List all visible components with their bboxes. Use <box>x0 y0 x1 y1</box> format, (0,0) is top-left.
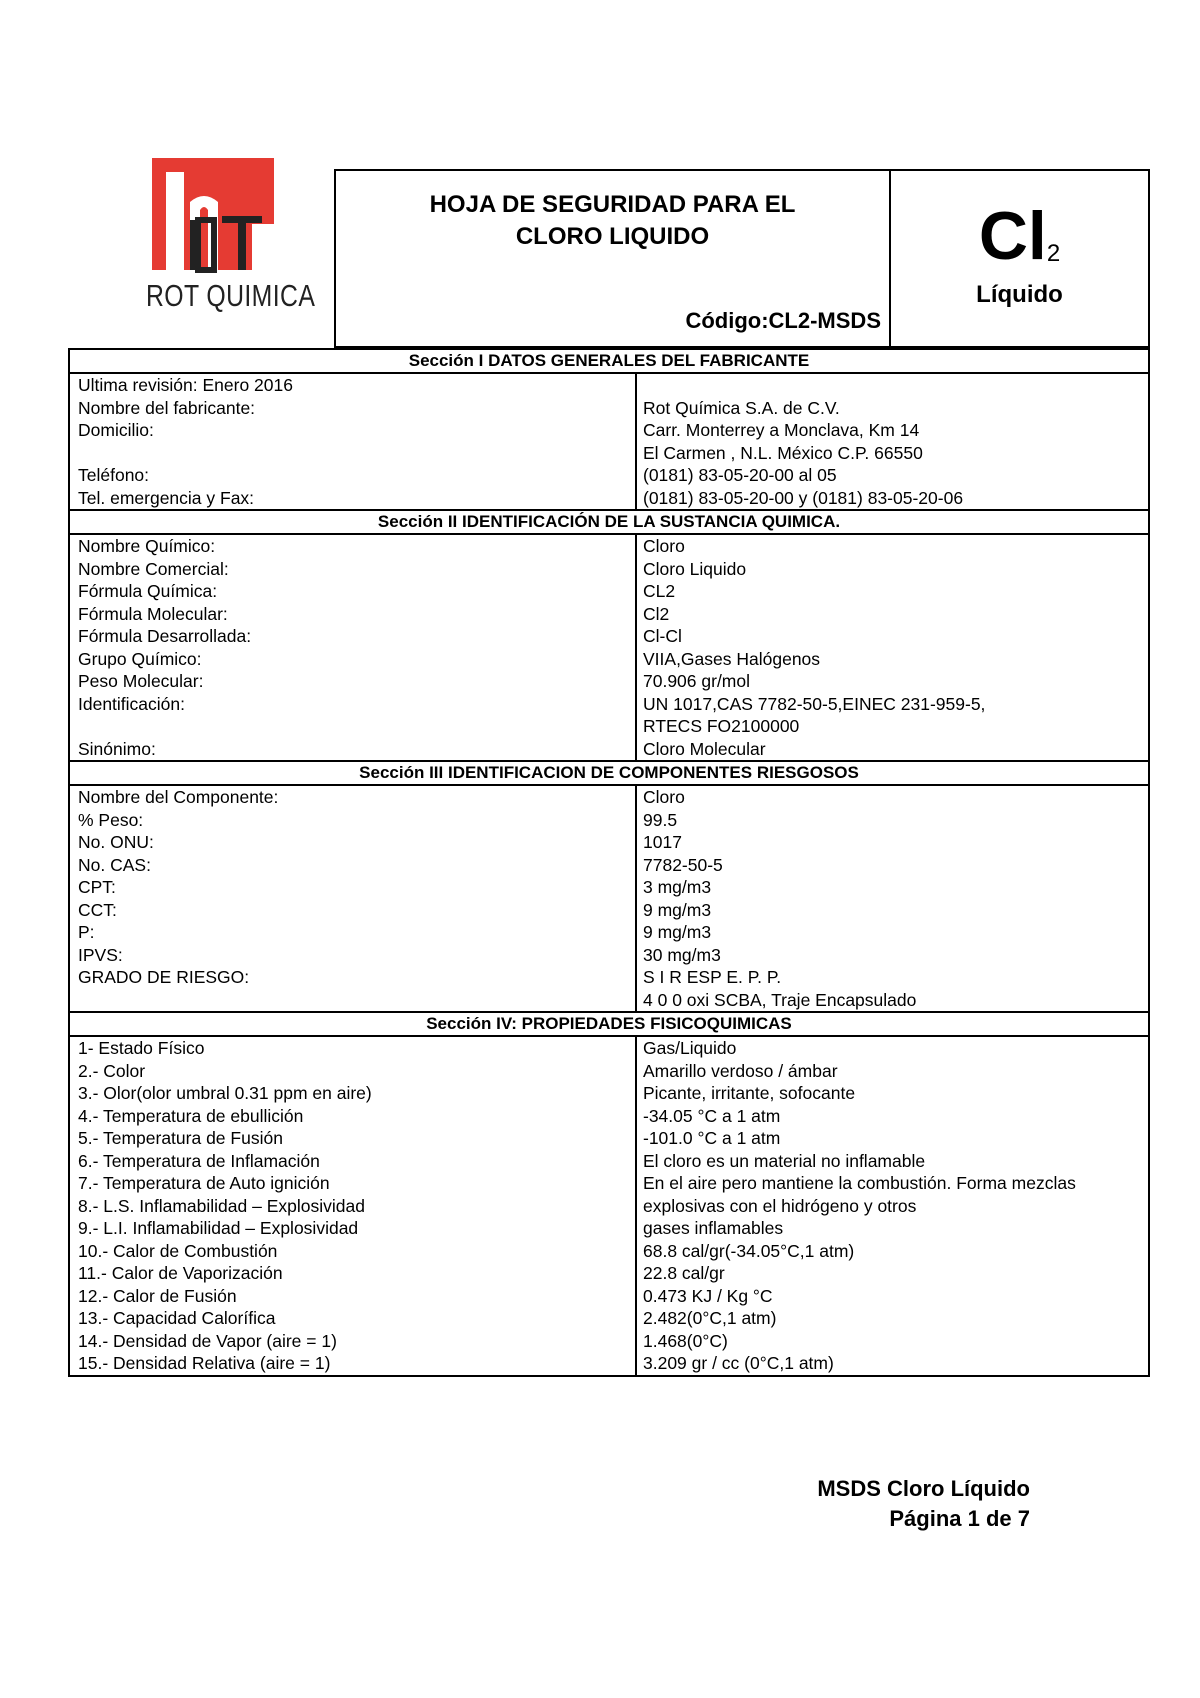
table-row <box>70 374 1148 397</box>
table-row <box>70 625 1148 648</box>
table-row <box>70 899 1148 922</box>
row-value: 1.468(0°C) <box>643 1330 728 1351</box>
table-row <box>70 1217 1148 1240</box>
table-row <box>70 558 1148 581</box>
row-label: Sinónimo: <box>78 738 156 759</box>
table-row <box>70 648 1148 671</box>
row-label: Ultima revisión: Enero 2016 <box>78 375 293 395</box>
document-title-line2: CLORO LIQUIDO <box>515 223 710 250</box>
table-row <box>70 921 1148 944</box>
row-value: Cloro Molecular <box>643 738 766 759</box>
row-value: Cloro <box>643 787 685 807</box>
table-row <box>70 1195 1148 1218</box>
row-label: 6.- Temperatura de Inflamación <box>78 1150 320 1171</box>
table-row <box>70 1285 1148 1308</box>
row-label: No. CAS: <box>78 854 151 875</box>
table-row <box>70 989 1148 1012</box>
row-label: 10.- Calor de Combustión <box>78 1240 278 1261</box>
table-row <box>70 1172 1148 1195</box>
section4-title: Sección IV: PROPIEDADES FISICOQUIMICAS <box>70 1013 1148 1037</box>
row-value: 3.209 gr / cc (0°C,1 atm) <box>643 1353 834 1373</box>
row-label: 8.- L.S. Inflamabilidad – Explosividad <box>78 1195 365 1216</box>
row-value: VIIA,Gases Halógenos <box>643 648 821 669</box>
formula-subscript: 2 <box>1046 240 1061 267</box>
formula-cell <box>891 171 1148 346</box>
row-label: Nombre Químico: <box>78 536 216 556</box>
row-label: No. ONU: <box>78 832 154 852</box>
page-footer <box>817 1474 1030 1534</box>
row-value: Gas/Liquido <box>643 1038 737 1058</box>
footer-document-name: MSDS Cloro Líquido <box>817 1476 1030 1501</box>
row-label: CCT: <box>78 899 117 920</box>
row-label: 9.- L.I. Inflamabilidad – Explosividad <box>78 1218 359 1238</box>
row-label: CPT: <box>78 877 116 897</box>
row-label: 15.- Densidad Relativa (aire = 1) <box>78 1353 331 1373</box>
row-label: P: <box>78 922 95 942</box>
table-row <box>70 397 1148 420</box>
table-row <box>70 670 1148 693</box>
section3-body <box>70 786 1148 1013</box>
row-value: -101.0 °C a 1 atm <box>643 1128 781 1148</box>
rot-logo-mark <box>146 158 296 278</box>
table-row <box>70 1127 1148 1150</box>
row-value: Rot Química S.A. de C.V. <box>643 397 840 418</box>
row-value: gases inflamables <box>643 1218 784 1238</box>
physical-state: Líquido <box>976 281 1063 308</box>
row-label: 7.- Temperatura de Auto ignición <box>78 1173 330 1193</box>
table-row <box>70 693 1148 716</box>
row-value: Cl2 <box>643 603 670 624</box>
row-label: Nombre del Componente: <box>78 787 279 807</box>
row-value: -34.05 °C a 1 atm <box>643 1105 781 1126</box>
table-row <box>70 854 1148 877</box>
row-value: Cloro Liquido <box>643 558 747 579</box>
row-label: GRADO DE RIESGO: <box>78 967 250 987</box>
row-label: Fórmula Química: <box>78 581 218 601</box>
row-value: 1017 <box>643 832 682 852</box>
row-value: 2.482(0°C,1 atm) <box>643 1308 777 1328</box>
row-label: Fórmula Desarrollada: <box>78 626 252 646</box>
msds-table <box>68 348 1150 1377</box>
table-row <box>70 1330 1148 1353</box>
row-label <box>70 989 635 1012</box>
row-label: 5.- Temperatura de Fusión <box>78 1128 283 1148</box>
row-label <box>70 442 635 465</box>
table-row <box>70 419 1148 442</box>
row-label: 13.- Capacidad Calorífica <box>78 1308 276 1328</box>
section3-title: Sección III IDENTIFICACION DE COMPONENTES RIESGOSOS <box>70 762 1148 786</box>
row-label: 14.- Densidad de Vapor (aire = 1) <box>78 1330 337 1351</box>
row-value: 9 mg/m3 <box>643 922 712 942</box>
row-label: 3.- Olor(olor umbral 0.31 ppm en aire) <box>78 1083 372 1103</box>
row-value: Cl-Cl <box>643 626 682 646</box>
title-cell <box>336 171 891 346</box>
row-label: 2.- Color <box>78 1060 146 1081</box>
row-value: 9 mg/m3 <box>643 899 712 920</box>
table-row <box>70 715 1148 738</box>
row-label: Nombre del fabricante: <box>78 397 256 418</box>
table-row <box>70 1082 1148 1105</box>
row-label: 4.- Temperatura de ebullición <box>78 1105 304 1126</box>
row-label: Grupo Químico: <box>78 648 202 669</box>
row-value: RTECS FO2100000 <box>643 716 800 736</box>
table-row <box>70 738 1148 761</box>
row-value: 99.5 <box>643 809 678 830</box>
row-value: 70.906 gr/mol <box>643 671 751 691</box>
row-value: Carr. Monterrey a Monclava, Km 14 <box>643 420 920 440</box>
row-value: (0181) 83-05-20-00 y (0181) 83-05-20-06 <box>643 487 964 508</box>
table-row <box>70 1262 1148 1285</box>
row-label: IPVS: <box>78 944 123 965</box>
table-row <box>70 831 1148 854</box>
row-value: 4 0 0 oxi SCBA, Traje Encapsulado <box>643 989 917 1010</box>
section1-body <box>70 374 1148 511</box>
table-row <box>70 603 1148 626</box>
logo-brand-text: ROT QUIMICA <box>146 278 316 313</box>
row-value: Cloro <box>643 536 685 556</box>
row-value: explosivas con el hidrógeno y otros <box>643 1195 917 1216</box>
table-row <box>70 1105 1148 1128</box>
table-row <box>70 1060 1148 1083</box>
table-row <box>70 944 1148 967</box>
table-row <box>70 580 1148 603</box>
row-label: Tel. emergencia y Fax: <box>78 487 255 508</box>
table-row <box>70 1352 1148 1375</box>
section4-body <box>70 1037 1148 1375</box>
document-header <box>334 169 1150 348</box>
page-number: Página 1 de 7 <box>889 1506 1030 1531</box>
row-value: CL2 <box>643 581 676 601</box>
table-row <box>70 1307 1148 1330</box>
row-value: 0.473 KJ / Kg °C <box>643 1285 773 1306</box>
row-label <box>70 715 635 738</box>
row-value: S I R ESP E. P. P. <box>643 967 782 987</box>
row-label: Teléfono: <box>78 465 150 485</box>
row-value: 68.8 cal/gr(-34.05°C,1 atm) <box>643 1240 855 1261</box>
row-value: Amarillo verdoso / ámbar <box>643 1060 838 1081</box>
table-row <box>70 487 1148 510</box>
section1-title: Sección I DATOS GENERALES DEL FABRICANTE <box>70 350 1148 374</box>
document-title-line1: HOJA DE SEGURIDAD PARA EL <box>429 191 796 218</box>
row-value: 22.8 cal/gr <box>643 1263 725 1283</box>
row-label: % Peso: <box>78 809 144 830</box>
table-row <box>70 1037 1148 1060</box>
table-row <box>70 1240 1148 1263</box>
row-value: Picante, irritante, sofocante <box>643 1083 856 1103</box>
row-label: 11.- Calor de Vaporización <box>78 1263 283 1283</box>
row-value <box>635 374 1148 397</box>
table-row <box>70 464 1148 487</box>
table-row <box>70 966 1148 989</box>
company-logo <box>146 158 316 328</box>
row-value: 7782-50-5 <box>643 854 723 875</box>
row-label: 12.- Calor de Fusión <box>78 1285 237 1306</box>
row-label: 1- Estado Físico <box>78 1038 205 1058</box>
row-value: El Carmen , N.L. México C.P. 66550 <box>643 442 923 463</box>
section2-body <box>70 535 1148 762</box>
row-value: El cloro es un material no inflamable <box>643 1150 926 1171</box>
row-value: 30 mg/m3 <box>643 944 721 965</box>
formula-symbol: Cl <box>978 198 1047 274</box>
row-value: UN 1017,CAS 7782-50-5,EINEC 231-959-5, <box>643 693 986 714</box>
document-code: Código:CL2-MSDS <box>685 308 881 333</box>
table-row <box>70 786 1148 809</box>
chemical-formula <box>891 197 1148 275</box>
section2-title: Sección II IDENTIFICACIÓN DE LA SUSTANCIA QUIMICA. <box>70 511 1148 535</box>
table-row <box>70 876 1148 899</box>
row-value: (0181) 83-05-20-00 al 05 <box>643 465 837 485</box>
row-value: 3 mg/m3 <box>643 877 712 897</box>
table-row <box>70 809 1148 832</box>
row-label: Nombre Comercial: <box>78 558 229 579</box>
row-label: Domicilio: <box>78 420 154 440</box>
row-label: Peso Molecular: <box>78 671 204 691</box>
table-row <box>70 1150 1148 1173</box>
table-row <box>70 442 1148 465</box>
row-label: Identificación: <box>78 693 186 714</box>
row-label: Fórmula Molecular: <box>78 603 228 624</box>
table-row <box>70 535 1148 558</box>
row-value: En el aire pero mantiene la combustión. Forma mezclas <box>643 1173 1076 1193</box>
